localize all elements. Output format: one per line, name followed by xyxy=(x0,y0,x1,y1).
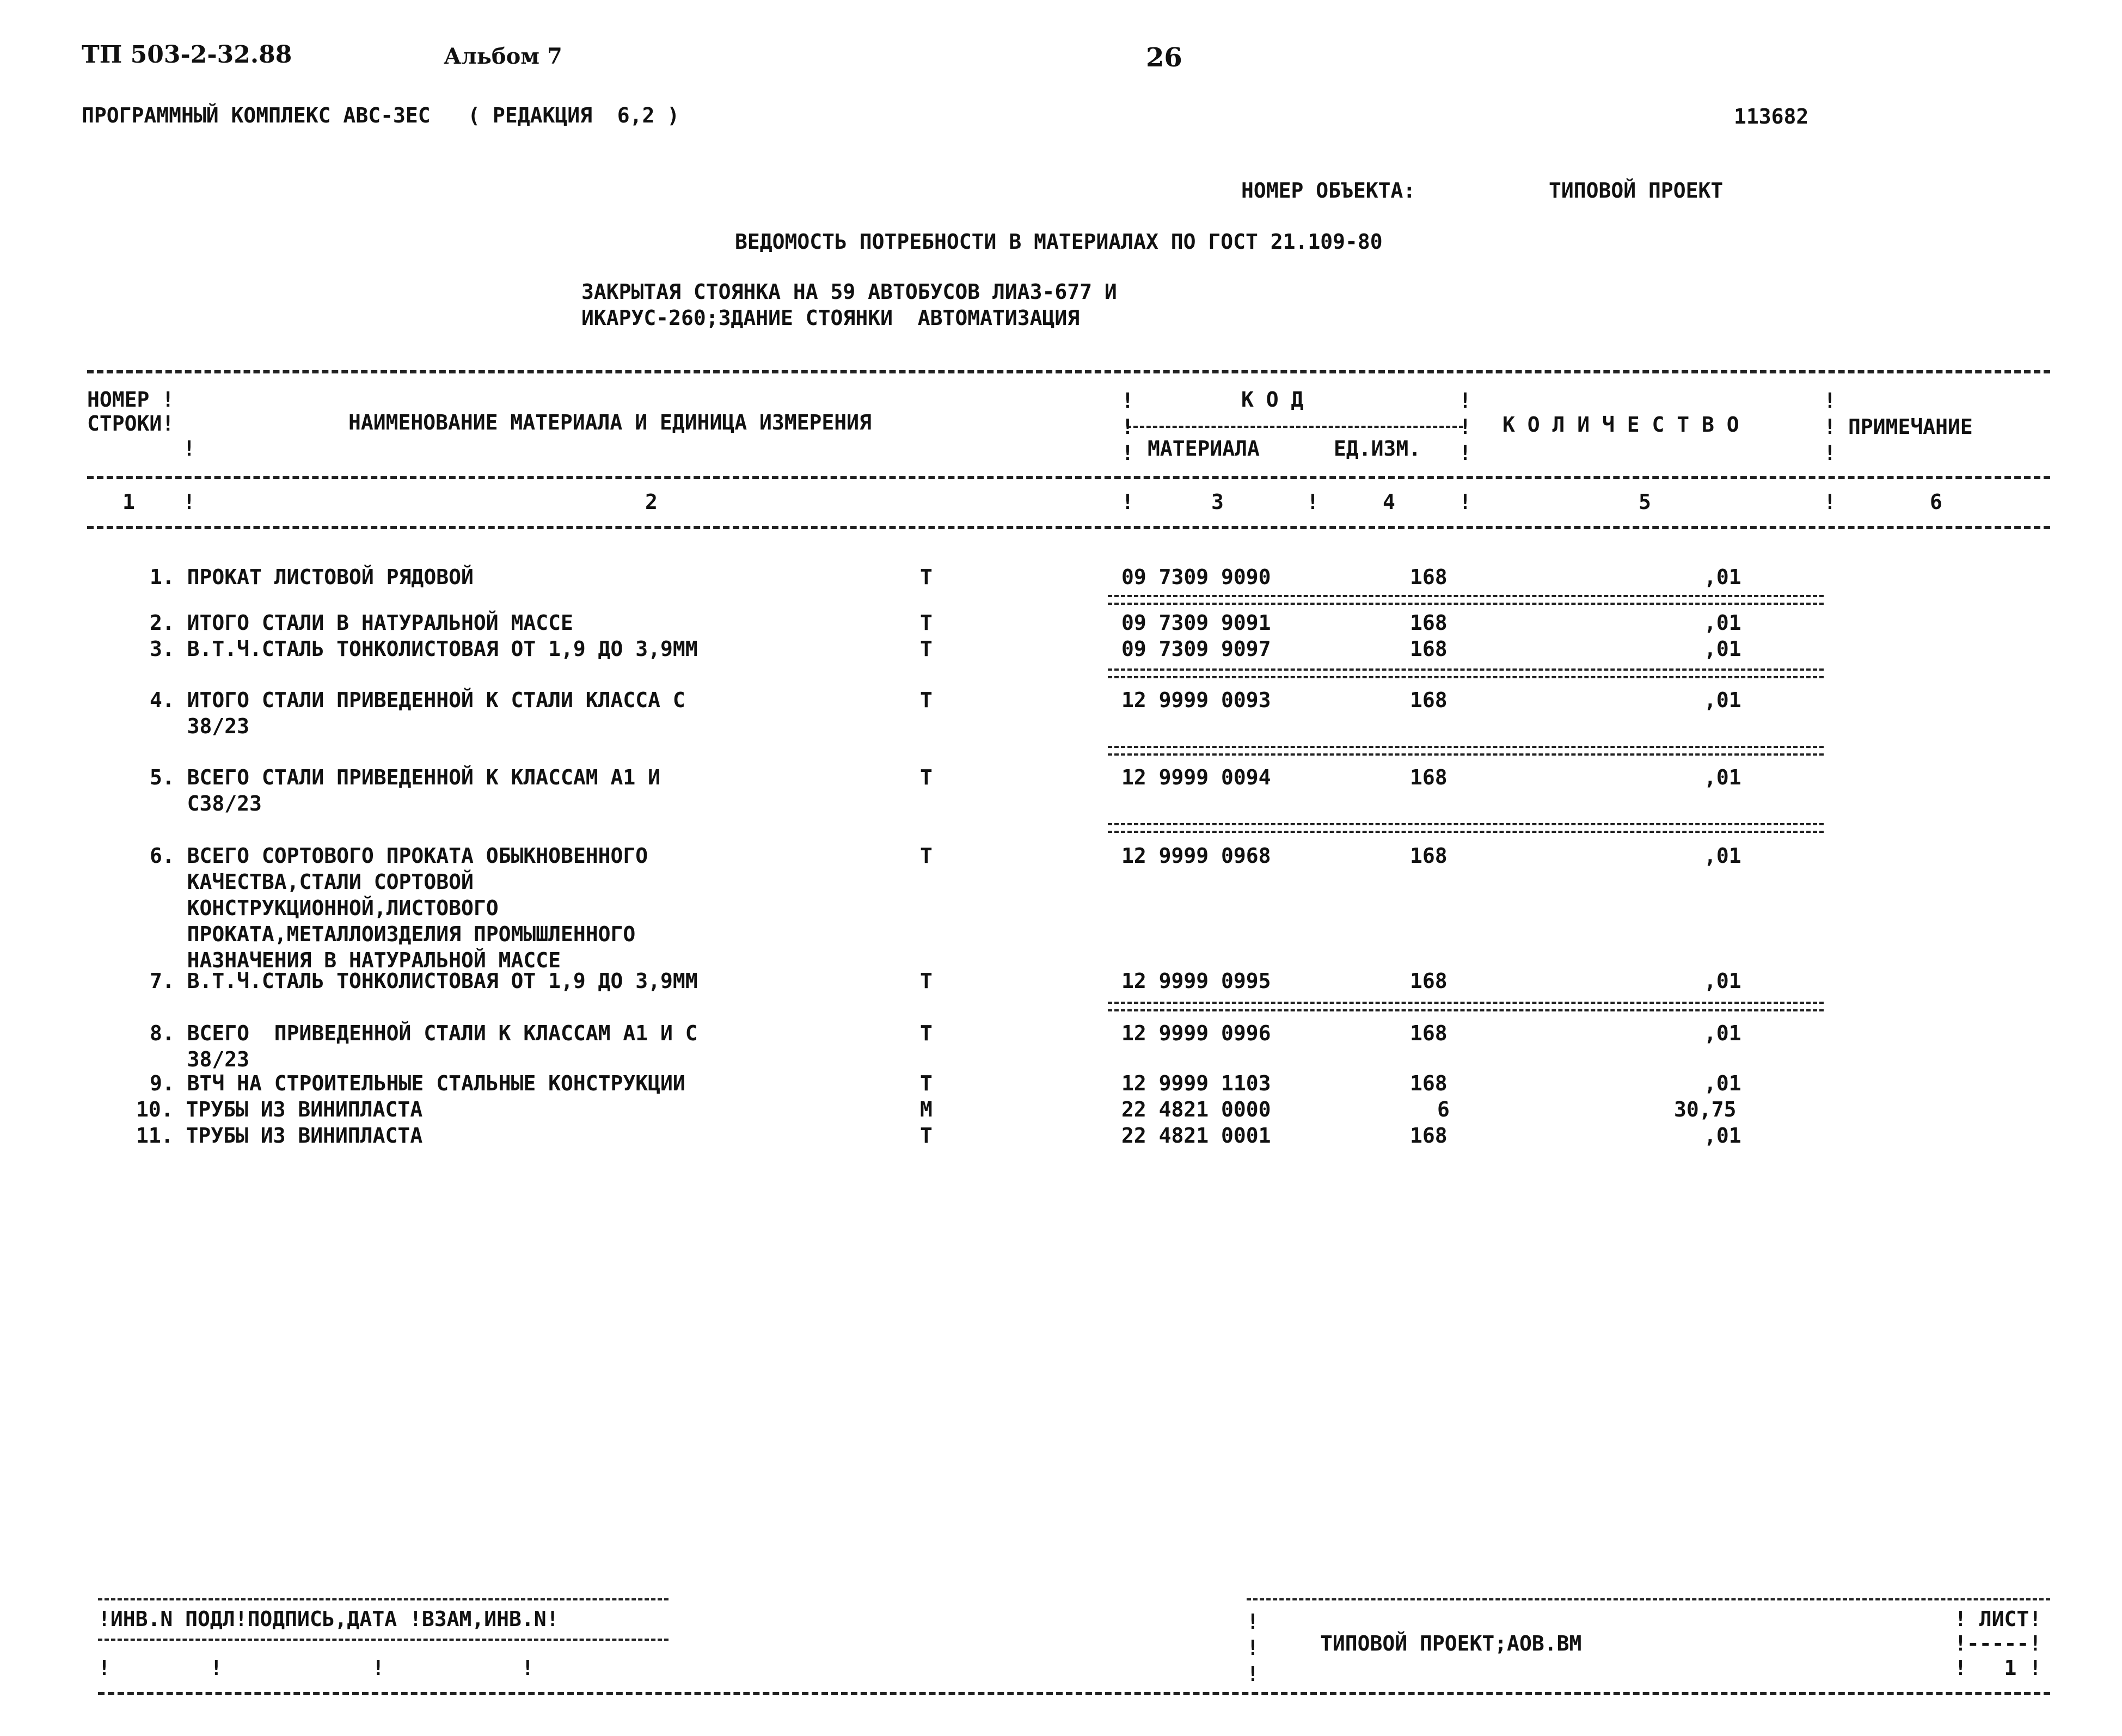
table-top-rule xyxy=(87,370,2050,373)
object-label: НОМЕР ОБЪЕКТА: xyxy=(1241,179,1416,203)
document-title: ВЕДОМОСТЬ ПОТРЕБНОСТИ В МАТЕРИАЛАХ ПО ГОСТ 21.109-80 xyxy=(735,230,1383,254)
col-row-number-2: СТРОКИ! xyxy=(87,412,175,435)
col-number-sep-3: ! xyxy=(1307,490,1319,514)
stamp-signature-row: ! ! ! ! xyxy=(98,1656,534,1680)
stamp-mid-rule xyxy=(98,1639,669,1641)
stamp-top-rule xyxy=(98,1598,669,1600)
subtotal-rule xyxy=(1108,668,1824,678)
page-number: 26 xyxy=(1146,42,1182,73)
subtotal-rule xyxy=(1108,746,1824,756)
col-code: К О Д xyxy=(1241,388,1304,412)
col-number-4: 4 xyxy=(1383,490,1395,514)
col-note: ПРИМЕЧАНИЕ xyxy=(1848,415,1973,439)
subtotal-rule xyxy=(1108,1002,1824,1011)
col-separator-note: ! ! ! xyxy=(1824,389,1836,465)
titleblock-project: ТИПОВОЙ ПРОЕКТ;АОВ.ВМ xyxy=(1320,1631,1582,1655)
sheet-label-text: ЛИСТ xyxy=(1979,1607,2029,1631)
col-code-unit: ЕД.ИЗМ. xyxy=(1334,437,1421,461)
titleblock-left-bar: ! ! ! xyxy=(1247,1610,1259,1686)
col-number-2: 2 xyxy=(645,490,658,514)
object-value: ТИПОВОЙ ПРОЕКТ xyxy=(1549,179,1724,203)
col-number-3: 3 xyxy=(1211,490,1224,514)
album-label: Альбом 7 xyxy=(444,44,562,69)
col-number-6: 6 xyxy=(1930,490,1942,514)
doc-code: ТП 503-2-32.88 xyxy=(82,41,292,69)
table-numbers-rule xyxy=(87,526,2050,529)
object-name-line2: ИКАРУС-260;ЗДАНИЕ СТОЯНКИ АВТОМАТИЗАЦИЯ xyxy=(581,306,1080,330)
sheet-number-text: 1 xyxy=(2004,1656,2017,1680)
col-number-sep-1: ! xyxy=(183,490,195,514)
subtotal-rule xyxy=(1108,595,1824,605)
col-separator-left: ! xyxy=(183,437,195,461)
col-code-divider xyxy=(1127,426,1463,428)
table-header-rule xyxy=(87,476,2050,479)
sheet-label: ! ЛИСТ! xyxy=(1954,1607,2042,1631)
col-separator-code-r: ! ! ! xyxy=(1459,389,1471,465)
object-name-line1: ЗАКРЫТАЯ СТОЯНКА НА 59 АВТОБУСОВ ЛИАЗ-677 И xyxy=(581,280,1117,304)
col-number-1: 1 xyxy=(122,490,135,514)
col-code-material: МАТЕРИАЛА xyxy=(1148,437,1260,461)
titleblock-top-rule xyxy=(1247,1598,2050,1600)
program-line: ПРОГРАММНЫЙ КОМПЛЕКС АВС-3ЕС ( РЕДАКЦИЯ 6,2 ) xyxy=(82,103,680,127)
sheet-code: 113682 xyxy=(1734,105,1809,128)
col-number-sep-2: ! xyxy=(1121,490,1134,514)
col-number-5: 5 xyxy=(1639,490,1651,514)
sheet-divider: !-----! xyxy=(1954,1631,2042,1655)
page-bottom-rule xyxy=(98,1692,2050,1695)
col-number-sep-5: ! xyxy=(1824,490,1836,514)
stamp-header: !ИНВ.N ПОДЛ!ПОДПИСЬ,ДАТА !ВЗАМ,ИНВ.N! xyxy=(98,1607,559,1631)
col-row-number-1: НОМЕР ! xyxy=(87,388,175,412)
col-separator-code-l: ! ! ! xyxy=(1121,389,1134,465)
col-material-name: НАИМЕНОВАНИЕ МАТЕРИАЛА И ЕДИНИЦА ИЗМЕРЕНИЯ xyxy=(348,410,872,434)
col-number-sep-4: ! xyxy=(1459,490,1471,514)
sheet-number: ! 1 ! xyxy=(1954,1656,2042,1680)
subtotal-rule xyxy=(1108,823,1824,833)
col-quantity: К О Л И Ч Е С Т В О xyxy=(1502,413,1739,437)
